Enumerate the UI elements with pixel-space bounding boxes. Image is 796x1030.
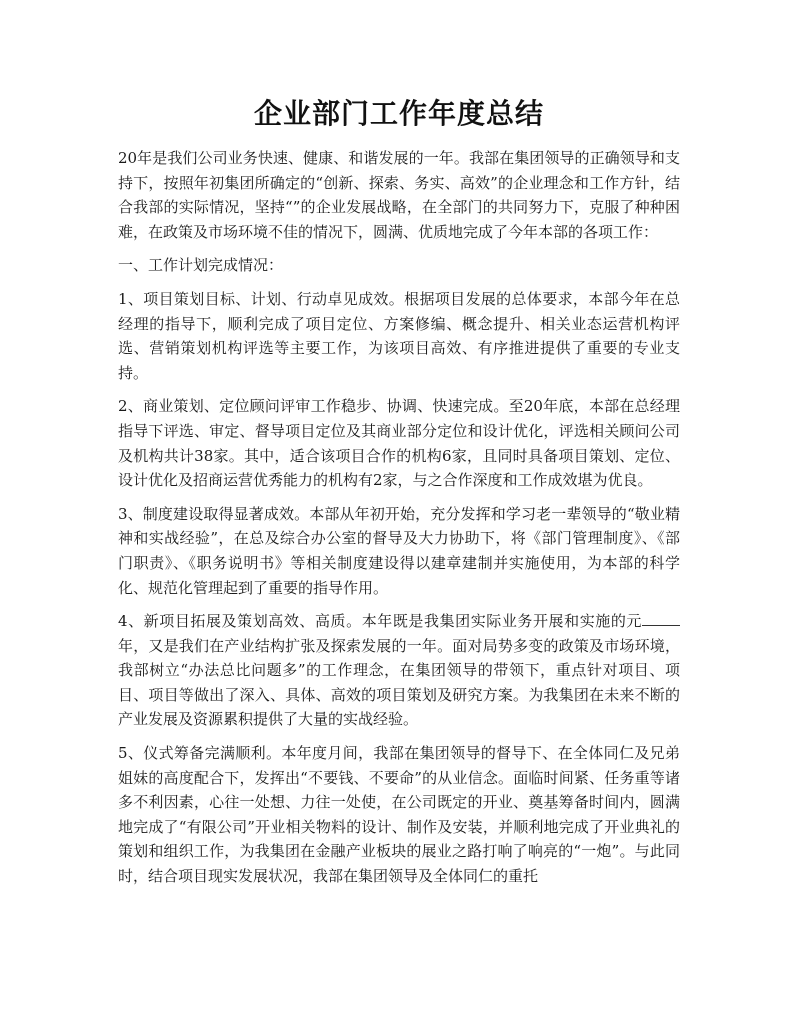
item-4-first-line: 4、新项目拓展及策划高效、高质。本年既是我集团实际业务开展和实施的元 (118, 612, 642, 631)
item-4-continued: 年，又是我们在产业结构扩张及探索发展的一年。面对局势多变的政策及市场环境，我部树立“办法总比问题多”的工作理念，在集团领导的带领下，重点针对项目、项目、项目等做出了深入、具体、高效的项目策划及研究方案。为我集团在未来不断的产业发展及资源累积提供了大量的实战经验。 (118, 636, 680, 729)
item-1-paragraph: 1、项目策划目标、计划、行动卓见成效。根据项目发展的总体要求，本部今年在总经理的指导下，顺利完成了项目定位、方案修编、概念提升、相关业态运营机构评选、营销策划机构评选等主要工作，为该项目高效、有序推进提供了重要的专业支持。 (118, 289, 680, 382)
item-4-paragraph (118, 609, 680, 732)
section-heading: 一、工作计划完成情况： (118, 256, 284, 275)
document-title: 企业部门工作年度总结 (253, 97, 544, 130)
document-body (118, 146, 680, 889)
intro-paragraph: 20年是我们公司业务快速、健康、和谐发展的一年。我部在集团领导的正确领导和支持下，按照年初集团所确定的“创新、探索、务实、高效”的企业理念和工作方针，结合我部的实际情况，坚持“”的企业发展战略，在全部门的共同努力下，克服了种种困难，在政策及市场环境不佳的情况下，圆满、优质地完成了今年本部的各项工作： (118, 149, 680, 241)
item-3-paragraph: 3、制度建设取得显著成效。本部从年初开始，充分发挥和学习老一辈领导的“敬业精神和实战经验”，在总及综合办公室的督导及大力协助下，将《部门管理制度》、《部门职责》、《职务说明书》等相关制度建设得以建章建制并实施使用，为本部的科学化、规范化管理起到了重要的指导作用。 (118, 504, 680, 597)
item-5-paragraph: 5、仪式筹备完满顺利。本年度月间，我部在集团领导的督导下、在全体同仁及兄弟姐妹的高度配合下，发挥出“不要钱、不要命”的从业信念。面临时间紧、任务重等诸多不利因素，心往一处想、力往一处使，在公司既定的开业、奠基筹备时间内，圆满地完成了“有限公司”开业相关物料的设计、制作及安装，并顺利地完成了开业典礼的策划和组织工作，为我集团在金融产业板块的展业之路打响了响亮的“一炮”。与此同时，结合项目现实发展状况，我部在集团领导及全体同仁的重托 (118, 744, 680, 886)
item-2-paragraph: 2、商业策划、定位顾问评审工作稳步、协调、快速完成。至20年底，本部在总经理指导下评选、审定、督导项目定位及其商业部分定位和设计优化，评选相关顾问公司及机构共计38家。其中，适合该项目合作的机构6家，且同时具备项目策划、定位、设计优化及招商运营优秀能力的机构有2家，与之合作深度和工作成效堪为优良。 (118, 397, 680, 490)
blank-underline (642, 612, 680, 626)
